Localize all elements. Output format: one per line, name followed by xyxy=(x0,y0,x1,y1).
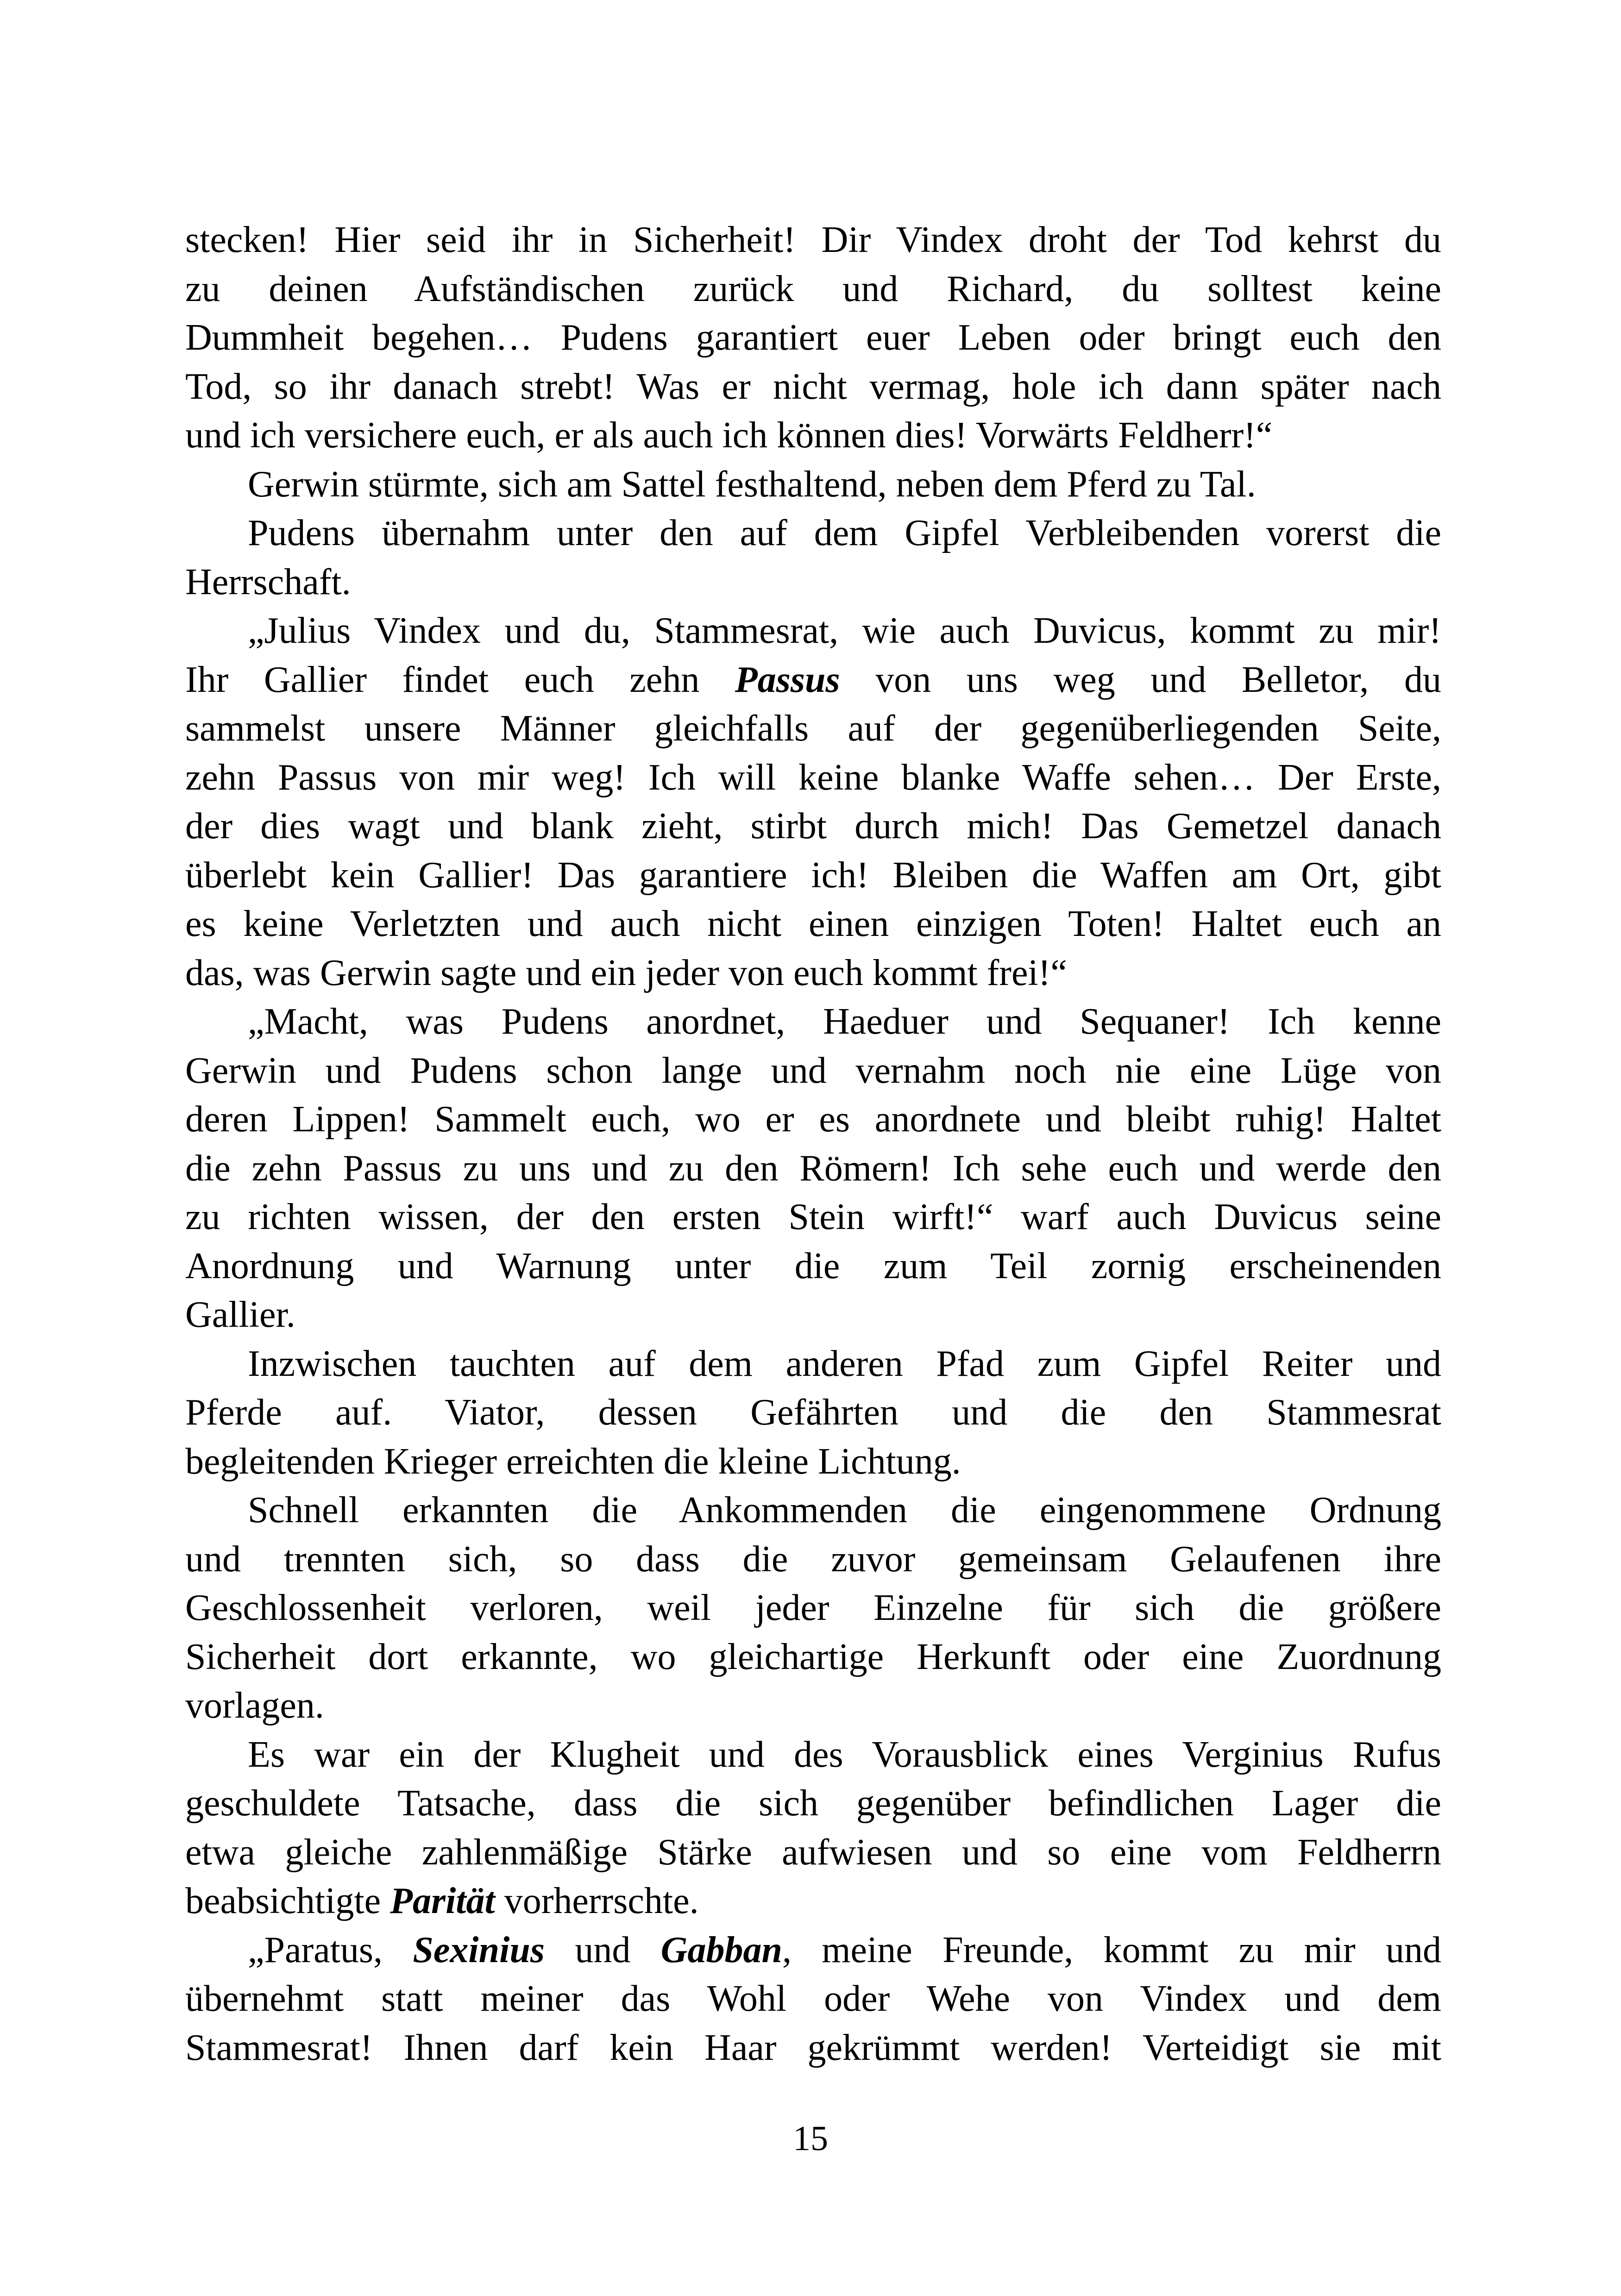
text-line: Geschlossenheit verloren, weil jeder Einzelne für sich die größere xyxy=(185,1587,1441,1628)
text-line: und ich versichere euch, er als auch ich können dies! Vorwärts Feldherr!“ xyxy=(185,415,1273,456)
text-line: Dummheit begehen… Pudens garantiert euer Leben oder bringt euch den xyxy=(185,317,1441,358)
text-line: die zehn Passus zu uns und zu den Römern! Ich sehe euch und werde den xyxy=(185,1148,1441,1189)
text-line: „Macht, was Pudens anordnet, Haeduer und Sequaner! Ich kenne xyxy=(248,1001,1441,1042)
text-line: Herrschaft. xyxy=(185,561,351,602)
text-line: Stammesrat! Ihnen darf kein Haar gekrümmt werden! Verteidigt sie mit xyxy=(185,2027,1441,2068)
text-line: stecken! Hier seid ihr in Sicherheit! Dir Vindex droht der Tod kehrst du xyxy=(185,220,1441,260)
text-line: etwa gleiche zahlenmäßige Stärke aufwiesen und so eine vom Feldherrn xyxy=(185,1832,1441,1873)
text-line: Tod, so ihr danach strebt! Was er nicht vermag, hole ich dann später nach xyxy=(185,366,1441,407)
text-line: deren Lippen! Sammelt euch, wo er es anordnete und bleibt ruhig! Haltet xyxy=(185,1099,1441,1140)
text-line: und trennten sich, so dass die zuvor gemeinsam Gelaufenen ihre xyxy=(185,1538,1441,1580)
text-line: der dies wagt und blank zieht, stirbt durch mich! Das Gemetzel danach xyxy=(185,806,1441,847)
emphasized-word: Gabban xyxy=(660,1929,782,1970)
text-line: das, was Gerwin sagte und ein jeder von euch kommt frei!“ xyxy=(185,952,1067,993)
text-line: übernehmt statt meiner das Wohl oder Wehe von Vindex und dem xyxy=(185,1978,1441,2019)
text-line: Schnell erkannten die Ankommenden die eingenommene Ordnung xyxy=(248,1490,1441,1531)
text-block xyxy=(185,216,1441,2072)
text-line: Gerwin und Pudens schon lange und vernahm noch nie eine Lüge von xyxy=(185,1050,1441,1091)
text-line: zu richten wissen, der den ersten Stein wirft!“ warf auch Duvicus seine xyxy=(185,1197,1441,1237)
text-line: beabsichtigte Parität vorherrschte. xyxy=(185,1881,699,1921)
text-line: Pudens übernahm unter den auf dem Gipfel Verbleibenden vorerst die xyxy=(248,513,1441,553)
text-line: überlebt kein Gallier! Das garantiere ich! Bleiben die Waffen am Ort, gibt xyxy=(185,854,1441,896)
emphasized-word: Parität xyxy=(390,1881,495,1921)
text-line: Ihr Gallier findet euch zehn Passus von uns weg und Belletor, du xyxy=(185,659,1441,700)
text-line: Pferde auf. Viator, dessen Gefährten und die den Stammesrat xyxy=(185,1392,1441,1433)
text-line: zu deinen Aufständischen zurück und Richard, du solltest keine xyxy=(185,268,1441,309)
text-line: Inzwischen tauchten auf dem anderen Pfad zum Gipfel Reiter und xyxy=(248,1343,1441,1384)
text-line: Es war ein der Klugheit und des Vorausblick eines Verginius Rufus xyxy=(248,1734,1441,1775)
text-line: „Paratus, Sexinius und Gabban, meine Freunde, kommt zu mir und xyxy=(248,1929,1441,1970)
emphasized-word: Sexinius xyxy=(413,1929,545,1970)
text-line: vorlagen. xyxy=(185,1685,324,1726)
text-line: Gerwin stürmte, sich am Sattel festhaltend, neben dem Pferd zu Tal. xyxy=(248,464,1256,505)
text-line: Sicherheit dort erkannte, wo gleichartige Herkunft oder eine Zuordnung xyxy=(185,1636,1441,1677)
text-line: zehn Passus von mir weg! Ich will keine blanke Waffe sehen… Der Erste, xyxy=(185,757,1441,798)
emphasized-word: Passus xyxy=(735,659,840,700)
text-line: Gallier. xyxy=(185,1294,295,1335)
page-number: 15 xyxy=(793,2119,828,2158)
text-line: es keine Verletzten und auch nicht einen einzigen Toten! Haltet euch an xyxy=(185,903,1441,944)
text-line: begleitenden Krieger erreichten die kleine Lichtung. xyxy=(185,1441,961,1482)
text-line: geschuldete Tatsache, dass die sich gegenüber befindlichen Lager die xyxy=(185,1783,1441,1824)
text-line: sammelst unsere Männer gleichfalls auf der gegenüberliegenden Seite, xyxy=(185,708,1441,749)
text-line: Anordnung und Warnung unter die zum Teil zornig erscheinenden xyxy=(185,1245,1441,1286)
text-line: „Julius Vindex und du, Stammesrat, wie auch Duvicus, kommt zu mir! xyxy=(248,610,1441,651)
